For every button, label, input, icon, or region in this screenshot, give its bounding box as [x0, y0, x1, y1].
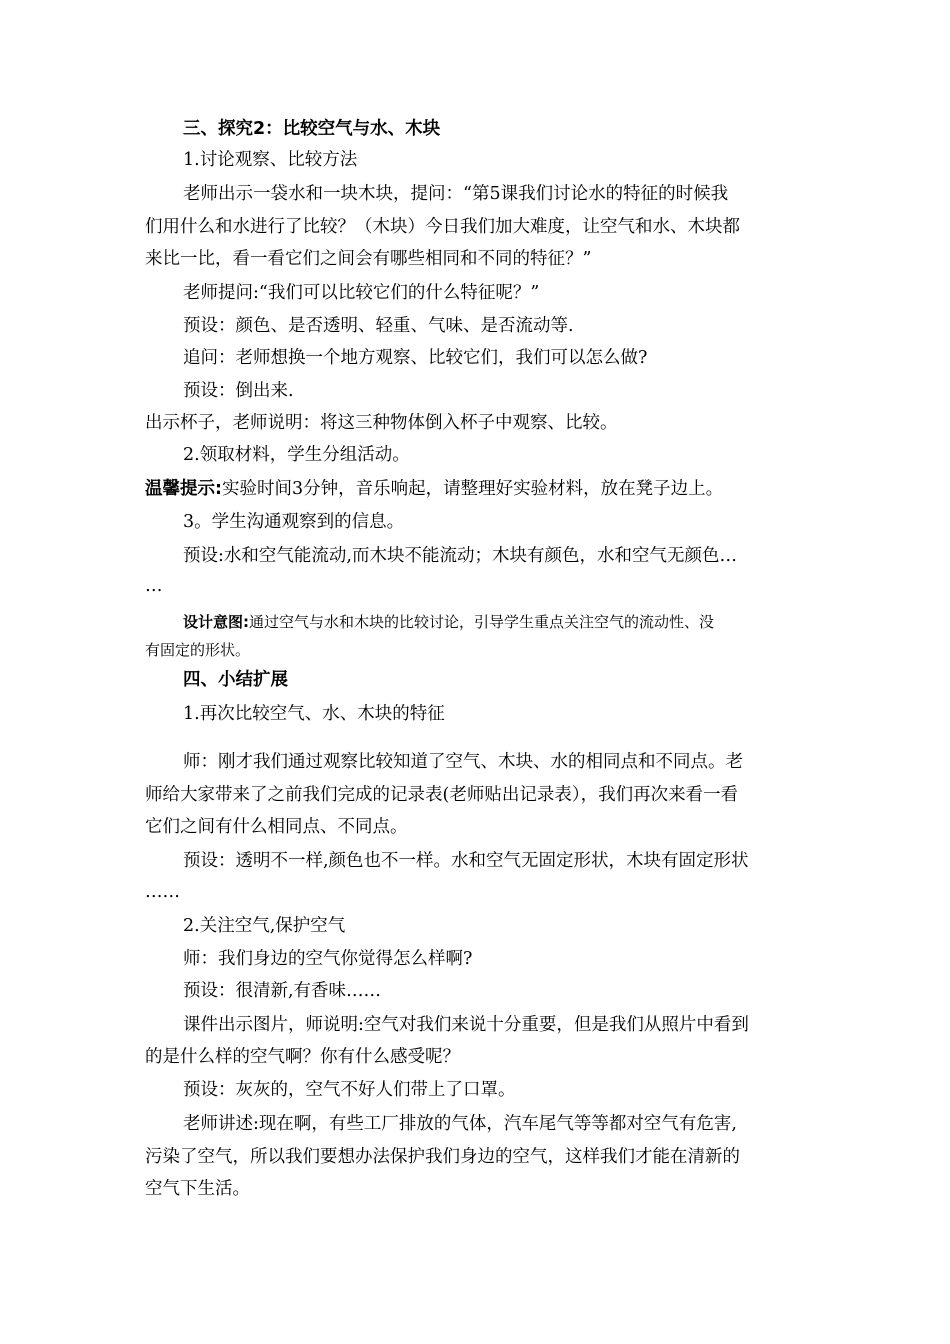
section-3-heading: 三、探究2：比较空气与水、木块	[183, 119, 441, 139]
section-3-subheading-2: 2.领取材料，学生分组活动。	[183, 445, 410, 465]
design-intent-text: 通过空气与水和木块的比较讨论，引导学生重点关注空气的流动性、没	[249, 613, 715, 631]
paragraph-4: 追问：老师想换一个地方观察、比较它们，我们可以怎么做?	[183, 348, 648, 368]
paragraph-14-line-3: 空气下生活。	[145, 1179, 250, 1199]
paragraph-9-line-1: 预设：透明不一样,颜色也不一样。水和空气无固定形状，木块有固定形状	[183, 851, 749, 871]
paragraph-9-line-2: ……	[145, 882, 180, 902]
section-3-subheading-1: 1.讨论观察、比较方法	[183, 150, 358, 170]
paragraph-12-line-1: 课件出示图片，师说明:空气对我们来说十分重要，但是我们从照片中看到	[183, 1015, 749, 1035]
paragraph-8-line-2: 师给大家带来了之前我们完成的记录表(老师贴出记录表），我们再次来看一看	[145, 785, 739, 805]
paragraph-2: 老师提问:“我们可以比较它们的什么特征呢？”	[183, 283, 540, 303]
tip-label: 温馨提示:	[145, 479, 222, 499]
paragraph-3: 预设：颜色、是否透明、轻重、气味、是否流动等.	[183, 316, 574, 336]
paragraph-1-line-3: 来比一比，看一看它们之间会有哪些相同和不同的特征？”	[145, 249, 592, 269]
paragraph-8-line-1: 师：刚才我们通过观察比较知道了空气、木块、水的相同点和不同点。老	[183, 752, 743, 772]
paragraph-6: 出示杯子，老师说明：将这三种物体倒入杯子中观察、比较。	[145, 413, 618, 433]
paragraph-1-line-2: 们用什么和水进行了比较？（木块）今日我们加大难度，让空气和水、木块都	[145, 217, 740, 237]
paragraph-11: 预设：很清新,有香味……	[183, 981, 382, 1001]
paragraph-8-line-3: 它们之间有什么相同点、不同点。	[145, 817, 408, 837]
section-4-heading: 四、小结扩展	[183, 670, 288, 690]
paragraph-12-line-2: 的是什么样的空气啊？你有什么感受呢？	[145, 1047, 460, 1067]
paragraph-14-line-1: 老师讲述:现在啊，有些工厂排放的气体，汽车尾气等等都对空气有危害,	[183, 1114, 737, 1134]
tip-line	[145, 477, 805, 501]
section-4-subheading-2: 2.关注空气,保护空气	[183, 916, 346, 936]
tip-text: 实验时间3分钟，音乐响起，请整理好实验材料，放在凳子边上。	[222, 479, 724, 499]
paragraph-7-line-1: 预设:水和空气能流动,而木块不能流动；木块有颜色，水和空气无颜色…	[183, 546, 737, 566]
section-3-subheading-3: 3。学生沟通观察到的信息。	[183, 512, 405, 532]
design-intent-line-1	[183, 610, 805, 634]
paragraph-13: 预设：灰灰的，空气不好人们带上了口罩。	[183, 1080, 516, 1100]
paragraph-7-line-2: …	[145, 576, 163, 596]
paragraph-14-line-2: 污染了空气，所以我们要想办法保护我们身边的空气，这样我们才能在清新的	[145, 1147, 740, 1167]
paragraph-5: 预设：倒出来.	[183, 381, 294, 401]
paragraph-1-line-1: 老师出示一袋水和一块木块，提问：“第5课我们讨论水的特征的时候我	[183, 184, 729, 204]
design-intent-label: 设计意图:	[183, 613, 249, 631]
design-intent-line-2: 有固定的形状。	[145, 641, 251, 659]
paragraph-10: 师：我们身边的空气你觉得怎么样啊?	[183, 949, 473, 969]
section-4-subheading-1: 1.再次比较空气、水、木块的特征	[183, 704, 445, 724]
